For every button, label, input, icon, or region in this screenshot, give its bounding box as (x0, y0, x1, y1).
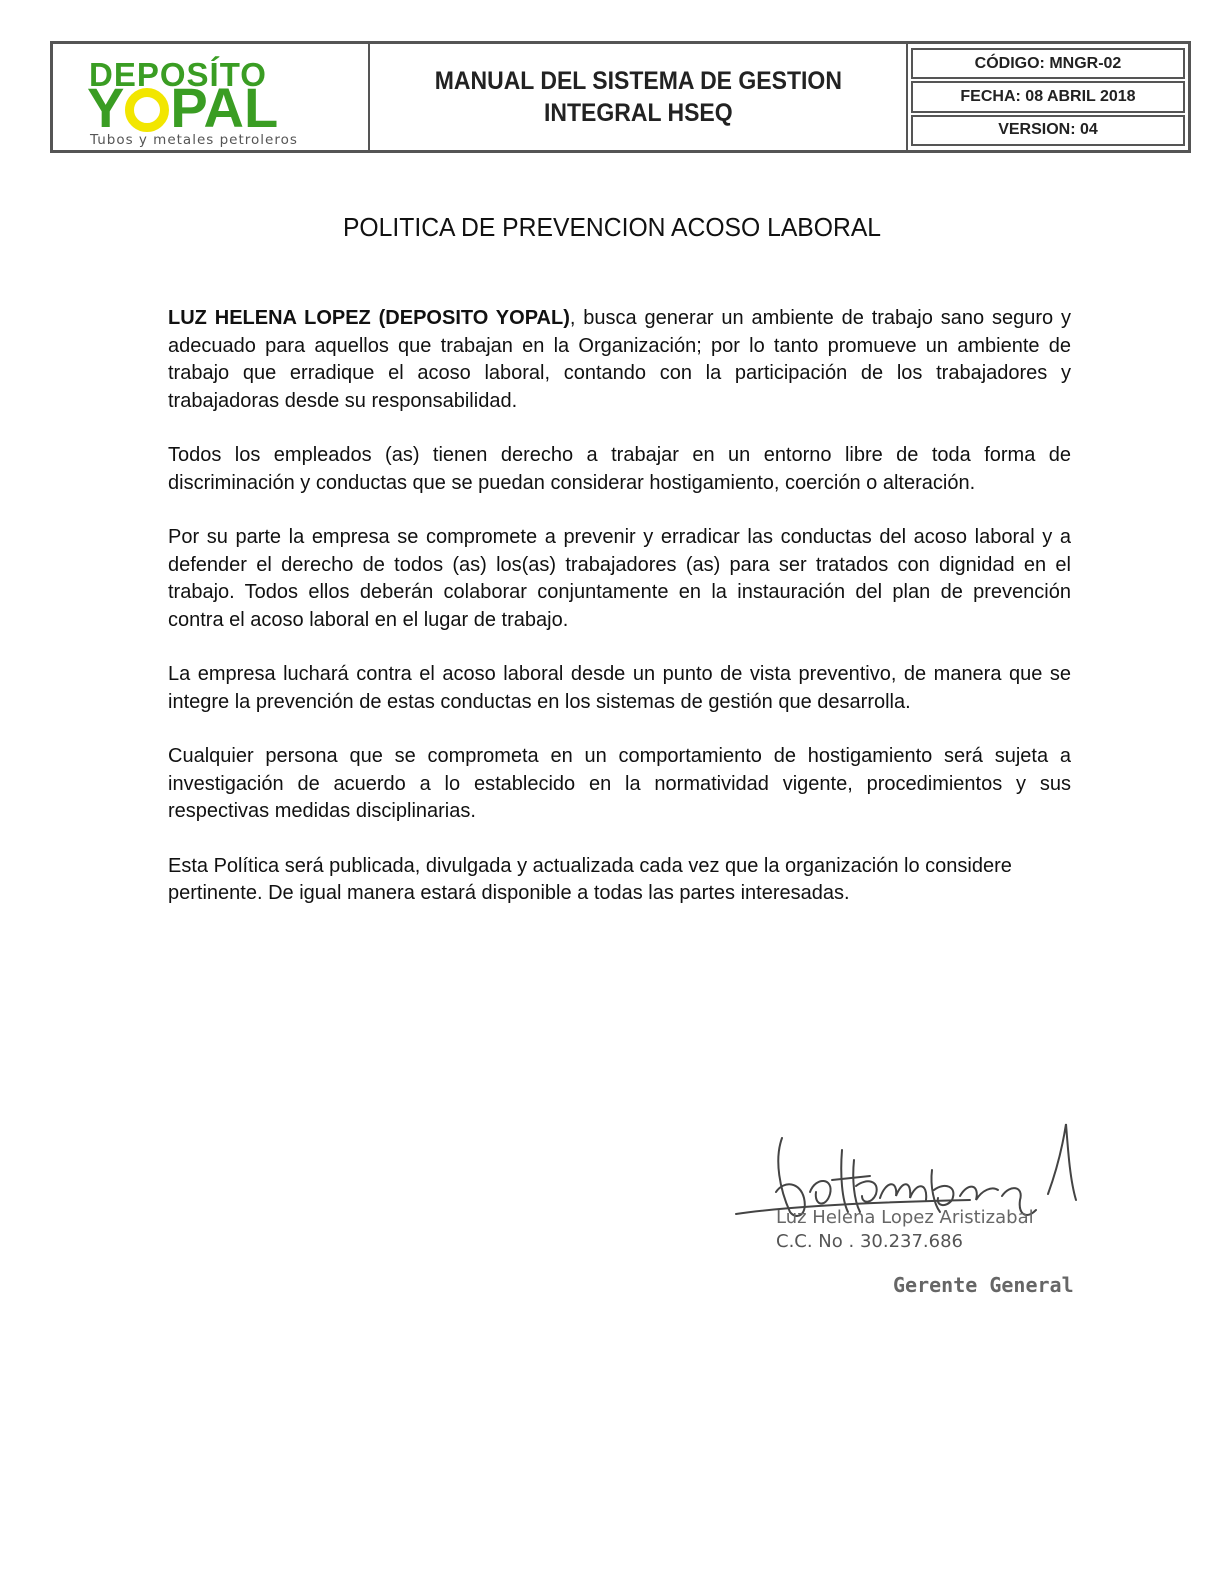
paragraph-4: La empresa luchará contra el acoso laboral desde un punto de vista preventivo, de manera que se integre la prevención de estas conductas en los sistemas de gestión que desarrolla. (168, 663, 1071, 713)
document-version: VERSION: 04 (911, 115, 1185, 146)
signer-name: Luz Helena Lopez Aristizabal (776, 1207, 1034, 1228)
document-header (50, 41, 1191, 153)
document-code: CÓDIGO: MNGR-02 (911, 48, 1185, 79)
logo-line1: DEPOSÍTO (89, 56, 267, 93)
signer-role: Gerente General (893, 1273, 1074, 1297)
logo-o-ring-icon (125, 88, 169, 132)
document-date: FECHA: 08 ABRIL 2018 (911, 81, 1185, 112)
paragraph-1-text: , busca generar un ambiente de trabajo sano seguro y adecuado para aquellos que trabajan en la Organización; por lo tanto promueve un ambiente de trabajo que erradique el acoso laboral, contando con la participación de los trabajadores y trabajadoras desde su responsabilidad. (168, 307, 1071, 412)
paragraph-2: Todos los empleados (as) tienen derecho a trabajar en un entorno libre de toda forma de discriminación y conductas que se puedan considerar hostigamiento, coerción o alteración. (168, 444, 1071, 494)
manual-title-line1: MANUAL DEL SISTEMA DE GESTION (434, 67, 842, 95)
paragraph-3: Por su parte la empresa se compromete a prevenir y erradicar las conductas del acoso laboral y a defender el derecho de todos (as) los(as) trabajadores (as) para ser tratados con dignidad en el trabajo. Todos ellos deberán colaborar conjuntamente en la instauración del plan de prevención contra el acoso laboral en el lugar de trabajo. (168, 526, 1071, 631)
company-name: LUZ HELENA LOPEZ (DEPOSITO YOPAL) (168, 307, 570, 329)
paragraph-6: Esta Política será publicada, divulgada y actualizada cada vez que la organización lo considere pertinente. De igual manera estará disponible a todas las partes interesadas. (168, 854, 1012, 904)
signer-id: C.C. No . 30.237.686 (776, 1231, 964, 1252)
document-meta (908, 44, 1188, 150)
manual-title (370, 44, 908, 150)
policy-body (168, 305, 1071, 935)
paragraph-1 (168, 305, 1071, 415)
logo-line2 (87, 78, 278, 138)
paragraph-5: Cualquier persona que se comprometa en un comportamiento de hostigamiento será sujeta a investigación de acuerdo a lo establecido en la normatividad vigente, procedimientos y sus respectivas medidas disciplinarias. (168, 745, 1071, 822)
logo-line2-left: Y (87, 76, 125, 139)
manual-title-line2: INTEGRAL HSEQ (543, 99, 733, 127)
logo-line2-right: PAL (170, 76, 279, 139)
policy-title: POLITICA DE PREVENCION ACOSO LABORAL (342, 212, 882, 242)
logo-tagline: Tubos y metales petroleros (90, 132, 298, 148)
company-logo (53, 44, 370, 150)
